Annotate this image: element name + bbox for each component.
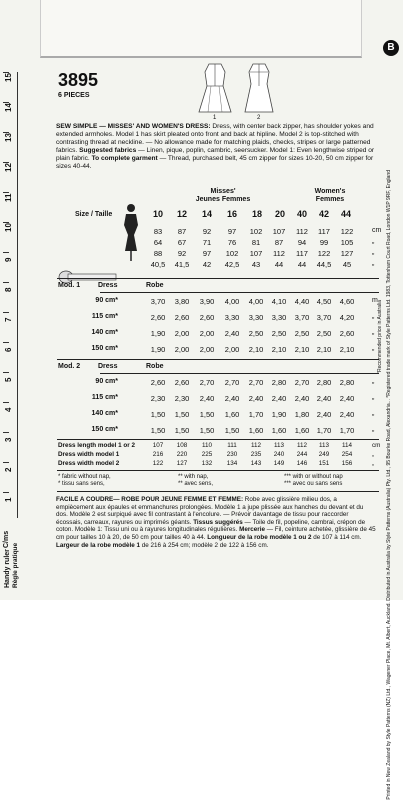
size-cell: 14: [201, 209, 212, 219]
cell: 2,40: [224, 394, 240, 403]
largeur-text: de 216 à 254 cm; modèle 2 de 122 à 156 cm.: [139, 541, 269, 549]
unit: m: [372, 297, 378, 304]
garment-measure-label: Dress width model 2: [58, 460, 120, 467]
dress-label: Dress: [98, 363, 118, 370]
cell: 2,50: [294, 329, 310, 338]
cell: 1,80: [294, 410, 310, 419]
cell: 42,5: [224, 260, 240, 269]
unit: „: [372, 345, 375, 352]
cell: 2,50: [271, 329, 287, 338]
brand-logo: B: [383, 40, 399, 56]
cell: 97: [227, 227, 237, 236]
unit: „: [372, 451, 375, 458]
cell: 3,30: [248, 313, 264, 322]
cell: 87: [274, 238, 284, 247]
cell: 44,5: [316, 260, 332, 269]
fabric-width: 140 cm*: [91, 329, 118, 336]
cell: 146: [296, 460, 308, 467]
nap-legend-text: * fabric without nap,: [58, 474, 111, 480]
ruler-tick: [3, 282, 9, 283]
cell: 143: [250, 460, 262, 467]
cell: 2,70: [294, 378, 310, 387]
cell: 97: [202, 249, 212, 258]
nap-legend-text: * tissu sans sens,: [58, 481, 105, 487]
cell: 3,70: [294, 313, 310, 322]
publisher-imprint: [386, 170, 396, 800]
cell: 92: [177, 249, 187, 258]
garment-measure-label: Dress length model 1 or 2: [58, 442, 135, 449]
divider: [100, 292, 379, 293]
cell: 235: [250, 451, 262, 458]
cell: 105: [340, 238, 354, 247]
cell: 43: [251, 260, 261, 269]
cell: 2,00: [174, 329, 190, 338]
unit: „: [372, 426, 375, 433]
cell: 110: [201, 442, 213, 449]
nap-legend-text: ** with nap,: [178, 474, 209, 480]
fabric-width: 150 cm*: [91, 426, 118, 433]
unit: „: [372, 394, 375, 401]
cell: 112: [273, 249, 285, 258]
cell: 117: [296, 249, 308, 258]
cell: 107: [152, 442, 164, 449]
cell: 2,40: [248, 394, 264, 403]
divider: [57, 278, 379, 279]
cell: 94: [297, 238, 307, 247]
cell: 1,70: [316, 426, 332, 435]
cell: 2,10: [248, 345, 264, 354]
cell: 112: [296, 442, 308, 449]
cell: 4,10: [271, 297, 287, 306]
size-cell: 12: [176, 209, 187, 219]
cell: 3,80: [174, 297, 190, 306]
nap-legend-text: *** with or without nap: [284, 474, 343, 480]
femmes-label: Femmes: [315, 196, 345, 203]
ruler-number: 11: [4, 193, 13, 202]
cell: 134: [226, 460, 238, 467]
cell: 2,40: [316, 394, 332, 403]
cell: 2,10: [271, 345, 287, 354]
divider: [57, 359, 379, 360]
pieces-count: 6 PIECES: [58, 92, 90, 99]
cell: 2,00: [199, 329, 215, 338]
cell: 99: [319, 238, 329, 247]
cell: 44: [274, 260, 284, 269]
cell: 81: [251, 238, 261, 247]
cell: 45: [342, 260, 352, 269]
cell: 132: [201, 460, 213, 467]
cell: 2,40: [339, 394, 355, 403]
unit: „: [372, 238, 375, 245]
cell: 1,50: [150, 410, 166, 419]
robe-label: Robe: [146, 282, 164, 289]
nap-legend-2: [178, 474, 213, 488]
cell: 2,70: [224, 378, 240, 387]
cell: 3,30: [224, 313, 240, 322]
cell: 254: [341, 451, 353, 458]
cell: 220: [176, 451, 188, 458]
cell: 2,10: [316, 345, 332, 354]
ruler-subtitle: Règle pratique: [12, 542, 19, 588]
jeunes-femmes-label: Jeunes Femmes: [195, 196, 251, 203]
cell: 2,70: [199, 378, 215, 387]
unit: „: [372, 460, 375, 467]
divider: [57, 491, 379, 492]
size-cell: 44: [340, 209, 351, 219]
cell: 112: [250, 442, 262, 449]
fabric-width: 90 cm*: [95, 297, 118, 304]
cell: 2,10: [339, 345, 355, 354]
ruler-number: 5: [4, 377, 13, 382]
cell: 156: [341, 460, 353, 467]
ruler-tick: [3, 402, 9, 403]
ruler-number: 8: [4, 287, 13, 292]
womens-header: [290, 188, 370, 204]
cell: 1,90: [271, 410, 287, 419]
fabric-width: 90 cm*: [95, 378, 118, 385]
cell: 2,60: [174, 378, 190, 387]
ruler-number: 4: [4, 407, 13, 412]
cell: 230: [226, 451, 238, 458]
cell: 127: [340, 249, 354, 258]
cell: 127: [176, 460, 188, 467]
cell: 1,60: [294, 426, 310, 435]
cell: 102: [225, 249, 239, 258]
cell: 2,60: [339, 329, 355, 338]
ruler-number: 3: [4, 437, 13, 442]
cell: 64: [153, 238, 163, 247]
cell: 2,40: [199, 394, 215, 403]
ruler-tick: [3, 462, 9, 463]
cell: 2,00: [199, 345, 215, 354]
price-note-text: *Recommended price in Australia: [377, 300, 383, 374]
garment-measure-label: Dress width model 1: [58, 451, 120, 458]
size-cell: 40: [296, 209, 307, 219]
size-cell: 18: [251, 209, 262, 219]
ruler-number: 1: [4, 497, 13, 502]
longueur-label: Longueur de la robe modèle 1 ou 2: [207, 533, 312, 541]
cell: 2,80: [339, 378, 355, 387]
cell: 4,00: [248, 297, 264, 306]
model-1-label: Mod. 1: [58, 282, 81, 289]
unit: cm: [372, 442, 381, 449]
divider: [57, 439, 379, 440]
cell: 2,40: [224, 329, 240, 338]
divider: [57, 470, 379, 471]
fabric-width: 115 cm*: [91, 394, 118, 401]
cell: 40,5: [150, 260, 166, 269]
largeur-label: Largeur de la robe modèle 1: [56, 541, 140, 549]
longueur-text: de 107 à 114 cm.: [311, 533, 362, 541]
cell: 107: [272, 227, 286, 236]
cell: 76: [227, 238, 237, 247]
envelope-flap: [40, 0, 362, 58]
mercerie-label: Mercerie: [239, 526, 265, 534]
cell: 2,60: [150, 313, 166, 322]
sketch-label: 2: [257, 115, 261, 121]
cell: 122: [317, 249, 331, 258]
cell: 2,60: [150, 378, 166, 387]
dress-sketch-model-2: [240, 62, 278, 116]
cell: 117: [318, 227, 330, 236]
cell: 1,50: [199, 426, 215, 435]
nap-legend-text: ** avec sens,: [178, 481, 214, 487]
ruler-unit: C/ms: [3, 530, 10, 548]
ruler-number: 14: [4, 103, 13, 112]
cell: 151: [318, 460, 330, 467]
cell: 3,70: [316, 313, 332, 322]
cell: 112: [296, 227, 308, 236]
cell: 113: [318, 442, 330, 449]
french-heading: FACILE A COUDRE— ROBE POUR JEUNE FEMME ET FEMME:: [56, 496, 244, 503]
cell: 2,70: [248, 378, 264, 387]
cell: 42: [202, 260, 212, 269]
cell: 83: [153, 227, 163, 236]
cell: 113: [273, 442, 285, 449]
size-cell: 16: [226, 209, 237, 219]
ruler-number: 15: [4, 73, 13, 82]
unit: „: [372, 249, 375, 256]
cell: 216: [152, 451, 164, 458]
fabric-width: 115 cm*: [91, 313, 118, 320]
cell: 2,10: [294, 345, 310, 354]
model-2-label: Mod. 2: [58, 363, 81, 370]
cell: 41,5: [174, 260, 190, 269]
cell: 1,90: [150, 329, 166, 338]
pattern-number: 3895: [58, 70, 99, 90]
cell: 2,50: [248, 329, 264, 338]
size-label: Size / Taille: [75, 211, 113, 218]
nap-legend-3: [284, 474, 343, 488]
cell: 240: [273, 451, 285, 458]
size-cell: 20: [274, 209, 285, 219]
misses-label: Misses': [210, 188, 236, 195]
cell: 2,30: [174, 394, 190, 403]
ruler-number: 7: [4, 317, 13, 322]
size-cell: 10: [152, 209, 163, 219]
ruler-number: 9: [4, 257, 13, 262]
dress-sketch-model-1: [196, 62, 234, 116]
sketch-label: 1: [213, 115, 217, 121]
notions-label: To complete garment: [91, 155, 158, 162]
ruler-title: Handy ruler: [4, 549, 11, 588]
unit: „: [372, 378, 375, 385]
ruler-tick: [3, 312, 9, 313]
cell: 92: [202, 227, 212, 236]
dress-form-icon: [122, 203, 140, 263]
fabrics-label: Suggested fabrics: [79, 147, 137, 154]
description-body: Dress, with center back zipper, has shoulder yokes and extended armholes. Model 1 has skirt pleated onto front and back at hipline. Model 2 is top-stitched with contrasting thread at neckline. — No allowance made for matching plaids, checks, stripes or large patterned fabrics.: [56, 123, 374, 154]
cell: 108: [176, 442, 188, 449]
cell: 244: [296, 451, 308, 458]
price-note: [377, 300, 387, 374]
cell: 1,60: [248, 426, 264, 435]
cell: 102: [249, 227, 263, 236]
cell: 67: [177, 238, 187, 247]
ruler-number: 6: [4, 347, 13, 352]
cell: 3,70: [150, 297, 166, 306]
cell: 3,30: [271, 313, 287, 322]
robe-label: Robe: [146, 363, 164, 370]
handy-ruler: [3, 72, 18, 518]
cell: 2,30: [150, 394, 166, 403]
french-description: [56, 496, 376, 549]
mercerie-text: — Fil, ceinture achetée, glissière de 45 cm pour tailles 10 à 20, de 50 cm pour tailles 40 à 44.: [56, 526, 376, 541]
womens-label: Women's: [314, 188, 346, 195]
imprint-text: Printed in New Zealand by Style Patterns (NZ) Ltd., Wagener Place, Mt. Albert, Auckland. Distributed in Australia by Style Patterns (Australia) Pty. Ltd., 95 Bourke Road, Alexandria... *Registered trade mark of Style Patterns Ltd. 1983, Tottenham Court Road, London W1P 9RF, England: [386, 170, 392, 800]
cell: 1,70: [339, 426, 355, 435]
cell: 87: [177, 227, 187, 236]
unit: „: [372, 260, 375, 267]
cell: 1,60: [271, 426, 287, 435]
french-body: Robe avec glissière milieu dos, a empiècement aux épaules et emmanchures prolongées. Modèle 1 a jupe plissée aux hanches du devant et du dos. Modèle 2 est surpiqué avec fil contrastant à l'encolure. — Prévoir davantage de tissu pour raccorder écossais, carreaux, rayures ou imprimés géants.: [56, 496, 364, 526]
size-cell: 42: [318, 209, 329, 219]
description-heading: SEW SIMPLE — MISSES' AND WOMEN'S DRESS:: [56, 123, 211, 130]
cell: 2,80: [271, 378, 287, 387]
cell: 122: [152, 460, 164, 467]
dress-label: Dress: [98, 282, 118, 289]
unit: „: [372, 410, 375, 417]
cell: 107: [249, 249, 263, 258]
cell: 4,60: [339, 297, 355, 306]
cell: 225: [201, 451, 213, 458]
description: [56, 123, 376, 171]
cell: 4,40: [294, 297, 310, 306]
ruler-tick: [3, 342, 9, 343]
cell: 44: [297, 260, 307, 269]
cell: 122: [340, 227, 354, 236]
cell: 1,50: [224, 426, 240, 435]
ruler-tick: [3, 252, 9, 253]
cell: 1,60: [224, 410, 240, 419]
cell: 4,00: [224, 297, 240, 306]
cell: 3,90: [199, 297, 215, 306]
divider: [100, 373, 379, 374]
cell: 2,50: [316, 329, 332, 338]
cell: 114: [341, 442, 353, 449]
misses-header: [168, 188, 278, 204]
cell: 2,40: [271, 394, 287, 403]
cell: 1,70: [248, 410, 264, 419]
cell: 1,50: [150, 426, 166, 435]
cell: 2,00: [174, 345, 190, 354]
cell: 1,90: [150, 345, 166, 354]
tissus-label: Tissus suggérés: [193, 518, 243, 526]
notions-text: — Thread, purchased belt, 45 cm zipper for sizes 10-20, 50 cm zipper for sizes 40-44.: [56, 155, 374, 170]
cell: 4,20: [339, 313, 355, 322]
fabric-width: 150 cm*: [91, 345, 118, 352]
fabric-width: 140 cm*: [91, 410, 118, 417]
unit: „: [372, 313, 375, 320]
cell: 1,50: [174, 426, 190, 435]
cell: 249: [318, 451, 330, 458]
cell: 1,50: [174, 410, 190, 419]
cell: 2,40: [316, 410, 332, 419]
fabrics-text: — Linen, pique, poplin, cambric, seersucker. Model 1: Even lengthwise striped or plain fabric.: [56, 147, 375, 162]
cell: 111: [227, 442, 237, 449]
cell: 149: [273, 460, 285, 467]
cell: 1,50: [199, 410, 215, 419]
cell: 2,40: [339, 410, 355, 419]
ruler-tick: [3, 432, 9, 433]
cell: 71: [202, 238, 212, 247]
ruler-number: 2: [4, 467, 13, 472]
cell: 88: [153, 249, 163, 258]
tissus-text: — Toile de fil, popeline, cambrai, crépon de coton. Modèle 1: Tissu uni ou à rayures longitudinales régulières.: [56, 518, 366, 534]
ruler-number: 10: [4, 223, 13, 232]
cell: 2,80: [316, 378, 332, 387]
cell: 2,60: [174, 313, 190, 322]
ruler-tick: [3, 372, 9, 373]
ruler-number: 12: [4, 163, 13, 172]
cell: 2,00: [224, 345, 240, 354]
ruler-number: 13: [4, 133, 13, 142]
nap-legend-text: *** avec ou sans sens: [284, 481, 343, 487]
ruler-tick: [3, 492, 9, 493]
cell: 2,60: [199, 313, 215, 322]
nap-legend-1: [58, 474, 111, 488]
unit: „: [372, 329, 375, 336]
unit: cm: [372, 227, 382, 234]
cell: 4,50: [316, 297, 332, 306]
cell: 2,40: [294, 394, 310, 403]
